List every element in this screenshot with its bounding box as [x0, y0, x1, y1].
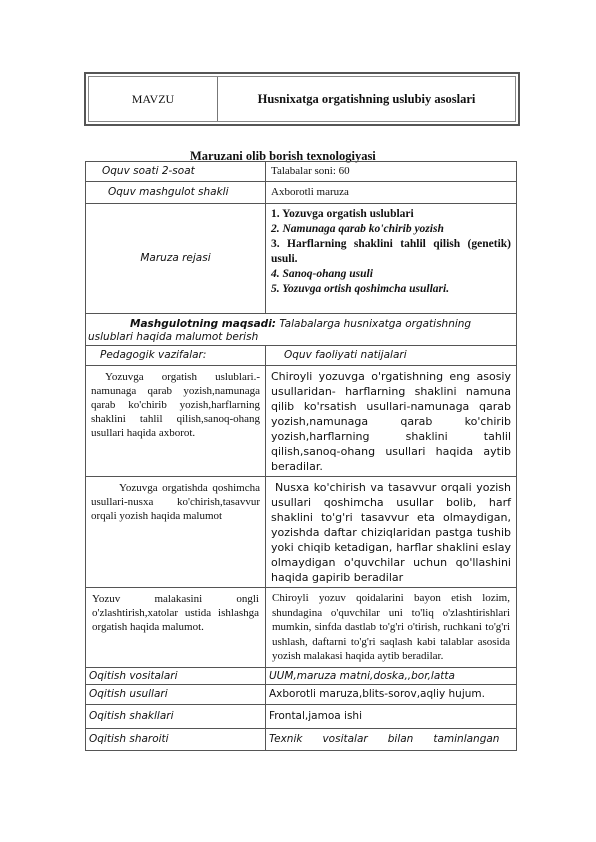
- plan-item: 5. Yozuvga ortish qoshimcha usullari.: [271, 283, 450, 295]
- lesson-form-label: Oquv mashgulot shakli: [86, 182, 266, 204]
- teaching-methods-label: Oqitish usullari: [86, 684, 266, 704]
- teaching-forms-value: Frontal,jamoa ishi: [266, 704, 517, 728]
- result-text: Nusxa ko'chirish va tasavvur orqali yozish usullari qoshimcha usullar bolib, harf shaklini to'g'ri tasavvur eta olmaydigan, yozishda daftar chiziqlaridan pastga tushib yoki chiqib ketadigan, harflar shaklini eslay olmaydigan o'quvchilar uchun qo'llashini haqida gapirib beradilar: [266, 477, 517, 588]
- teaching-tools-value: UUM,maruza matni,doska,,bor,latta: [266, 667, 517, 684]
- lesson-goal-text: Talabalarga husnixatga orgatishning uslublari haqida malumot berish: [88, 318, 472, 343]
- table-row: [86, 346, 517, 366]
- teaching-tools-label: Oqitish vositalari: [86, 667, 266, 684]
- plan-item: 2. Namunaga qarab ko'chirib yozish: [271, 223, 444, 235]
- learning-results-head: Oquv faoliyati natijalari: [266, 346, 517, 366]
- table-row: [86, 667, 517, 684]
- task-text: Yozuvga orgatish uslublari.-namunaga qarab yozish,namunaga qarab ko'chirib yozish,harflarning shaklini tahlil qilish,sanoq-ohang usullari haqida axborot.: [86, 366, 266, 477]
- student-count: Talabalar soni: 60: [266, 162, 517, 182]
- topic-label: MAVZU: [89, 77, 218, 121]
- lesson-goal-label: Mashgulotning maqsadi:: [130, 318, 276, 330]
- lesson-goal: [86, 314, 517, 346]
- plan-item: 1. Yozuvga orgatish uslublari: [271, 208, 414, 220]
- teaching-methods-value: Axborotli maruza,blits-sorov,aqliy hujum.: [266, 684, 517, 704]
- table-row: [86, 477, 517, 588]
- lesson-form-value: Axborotli maruza: [266, 182, 517, 204]
- study-hours: Oquv soati 2-soat: [86, 162, 266, 182]
- table-row: [86, 314, 517, 346]
- document-title: Maruzani olib borish texnologiyasi: [190, 149, 376, 163]
- task-text: Yozuvga orgatishda qoshimcha usullari-nusxa ko'chirish,tasavvur orqali yozish haqida malumot: [86, 477, 266, 588]
- pedagogical-tasks-head: Pedagogik vazifalar:: [86, 346, 266, 366]
- table-row: [86, 182, 517, 204]
- lecture-plan-label: Maruza rejasi: [86, 204, 266, 314]
- table-row: [86, 728, 517, 750]
- table-row: [86, 704, 517, 728]
- result-text: Chiroyli yozuvga o'rgatishning eng asosiy usullaridan- harflarning shaklini namuna qilib ko'rsatish usullari-namunaga qarab yozish,namunaga qarab ko'chirib yozish,harflarning shaklini tahlil qilish,sanoq-ohang usullari haqida aytib beradilar.: [266, 366, 517, 477]
- lecture-plan-list: [266, 204, 517, 314]
- lecture-plan-table: [85, 161, 517, 751]
- table-row: [86, 366, 517, 477]
- teaching-conditions-label: Oqitish sharoiti: [86, 728, 266, 750]
- plan-item: 4. Sanoq-ohang usuli: [271, 268, 373, 280]
- table-row: [86, 684, 517, 704]
- topic-box: [84, 72, 520, 126]
- topic-title: Husnixatga orgatishning uslubiy asoslari: [257, 91, 476, 106]
- teaching-conditions-value: Texnik vositalar bilan taminlangan: [266, 728, 517, 750]
- teaching-forms-label: Oqitish shakllari: [86, 704, 266, 728]
- table-row: [86, 162, 517, 182]
- plan-item: 3. Harflarning shaklini tahlil qilish (genetik) usuli.: [271, 238, 511, 265]
- result-text: Chiroyli yozuv qoidalarini bayon etish lozim, shundagina o'quvchilar uni to'liq o'zlashtirishlari mumkin, sinfda dastlab to'g'ri o'tirish, ruchkani to'g'ri ushlash, daftarni to'g'ri saqlash kabi talablar asosida yozish malakasi haqida aytib beradilar.: [266, 588, 517, 668]
- table-row: [86, 204, 517, 314]
- task-text: Yozuv malakasini ongli o'zlashtirish,xatolar ustida ishlashga orgatish haqida malumot.: [86, 588, 266, 668]
- table-row: [86, 588, 517, 668]
